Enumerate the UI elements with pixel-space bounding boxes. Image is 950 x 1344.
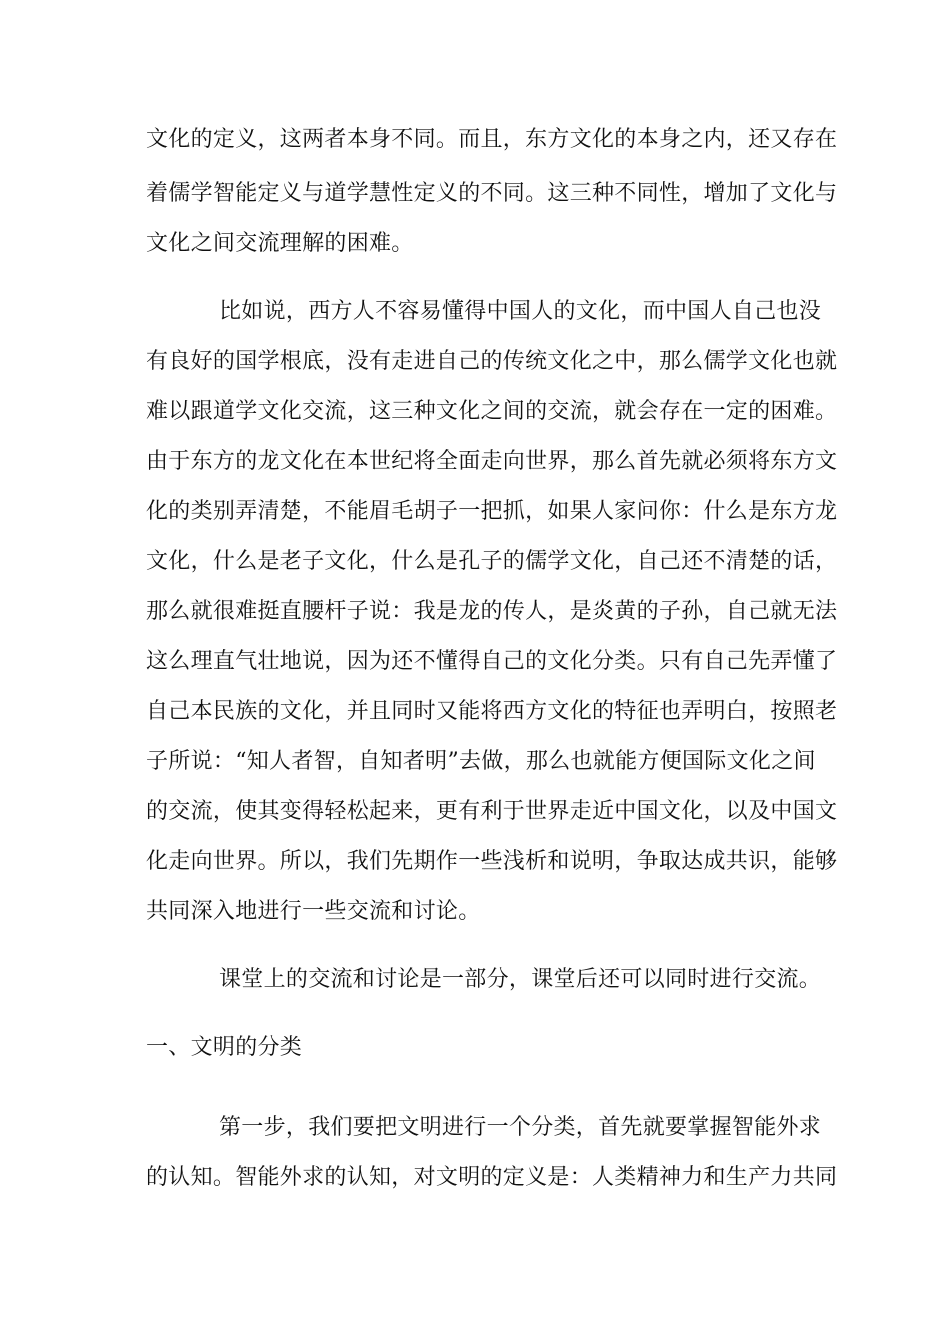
text-line: 化走向世界。所以，我们先期作一些浅析和说明，争取达成共识，能够 xyxy=(146,849,838,874)
text-line: 这么理直气壮地说，因为还不懂得自己的文化分类。只有自己先弄懂了 xyxy=(146,649,838,674)
text-line: 文化，什么是老子文化，什么是孔子的儒学文化，自己还不清楚的话， xyxy=(146,549,838,574)
text-line: 自己本民族的文化，并且同时又能将西方文化的特征也弄明白，按照老 xyxy=(146,699,838,724)
text-line: 化的类别弄清楚，不能眉毛胡子一把抓，如果人家问你：什么是东方龙 xyxy=(146,499,838,524)
text-line: 课堂上的交流和讨论是一部分，课堂后还可以同时进行交流。 xyxy=(219,967,822,992)
text-line: 着儒学智能定义与道学慧性定义的不同。这三种不同性，增加了文化与 xyxy=(146,181,838,206)
text-line: 由于东方的龙文化在本世纪将全面走向世界，那么首先就必须将东方文 xyxy=(146,449,838,474)
section-heading: 一、文明的分类 xyxy=(146,1035,303,1060)
text-line: 那么就很难挺直腰杆子说：我是龙的传人，是炎黄的子孙，自己就无法 xyxy=(146,599,838,624)
text-line: 难以跟道学文化交流，这三种文化之间的交流，就会存在一定的困难。 xyxy=(146,399,838,424)
text-line: 有良好的国学根底，没有走进自己的传统文化之中，那么儒学文化也就 xyxy=(146,349,838,374)
text-line: 的认知。智能外求的认知，对文明的定义是：人类精神力和生产力共同 xyxy=(146,1165,838,1190)
text-line: 比如说，西方人不容易懂得中国人的文化，而中国人自己也没 xyxy=(219,299,822,324)
text-line: 的交流，使其变得轻松起来，更有利于世界走近中国文化，以及中国文 xyxy=(146,799,838,824)
text-line: 子所说：“知人者智，自知者明”去做，那么也就能方便国际文化之间 xyxy=(146,749,816,774)
text-line: 文化之间交流理解的困难。 xyxy=(146,231,414,256)
text-line: 文化的定义，这两者本身不同。而且，东方文化的本身之内，还又存在 xyxy=(146,127,838,152)
text-line: 第一步，我们要把文明进行一个分类，首先就要掌握智能外求 xyxy=(219,1115,822,1140)
text-line: 共同深入地进行一些交流和讨论。 xyxy=(146,899,481,924)
